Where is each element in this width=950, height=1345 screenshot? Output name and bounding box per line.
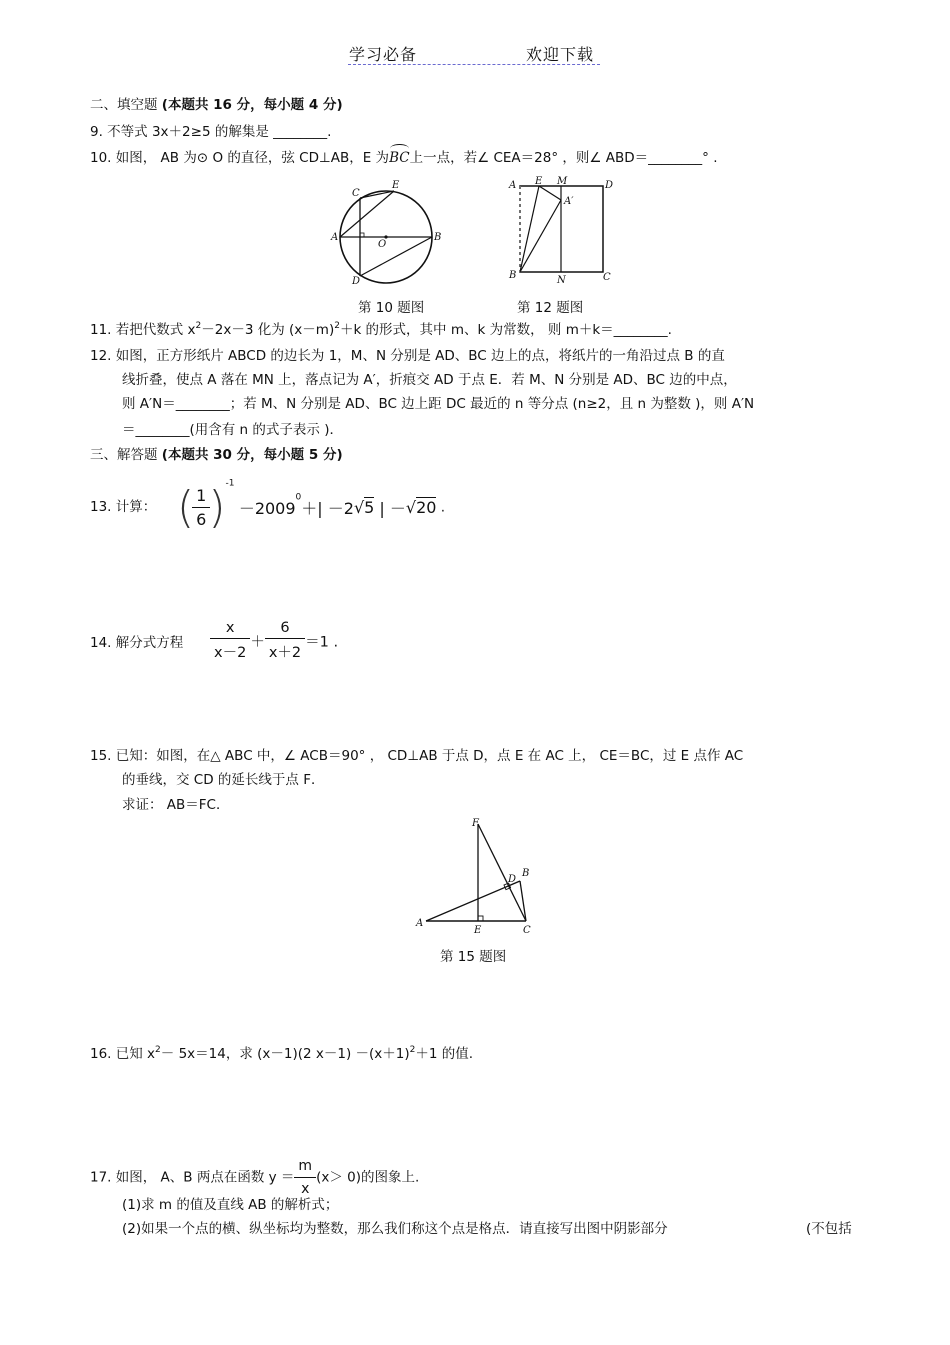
q11-exp1: 2 <box>195 321 202 331</box>
question-17-part-2: (2)如果一个点的横、纵坐标均为整数，那么我们称这个点是格点．请直接写出图中阴影部分 <box>122 1221 668 1237</box>
figure-10-caption: 第 10 题图 <box>358 300 425 316</box>
header-left: 学习必备 <box>349 45 418 64</box>
label-m: M <box>557 176 568 187</box>
label-e: E <box>392 180 400 191</box>
segment-ba-prime <box>520 200 561 272</box>
question-15-line-3: 求证： AB＝FC． <box>122 797 230 813</box>
label-n: N <box>557 275 566 286</box>
q13-numerator: 1 <box>192 486 210 508</box>
q17-numerator: m <box>294 1157 316 1178</box>
label-e: E <box>535 176 543 187</box>
question-17-part-1: (1)求 m 的值及直线 AB 的解析式； <box>122 1197 339 1213</box>
q13-term2: ＋| －2 <box>301 499 354 518</box>
header-right: 欢迎下载 <box>526 45 595 64</box>
q14-plus: ＋ <box>250 634 265 651</box>
question-11 <box>90 321 672 339</box>
question-12-line-1: 12. 如图，正方形纸片 ABCD 的边长为 1，M、N 分别是 AD、BC 边上的点，将纸片的一角沿过点 B 的直 <box>90 348 725 364</box>
question-9: 9. 不等式 3x＋2≥5 的解集是 ________. <box>90 124 332 140</box>
segment-ab <box>426 881 520 921</box>
q11-mid: －2x－3 化为 (x－m) <box>201 322 335 338</box>
question-12-line-3: 则 A′N＝________；若 M、N 分别是 AD、BC 边上距 DC 最近的 n 等分点 (n≥2，且 n 为整数 )，则 A′N <box>122 396 755 412</box>
q14-numerator1: x <box>210 620 250 639</box>
q16-exp2: 2 <box>409 1045 416 1055</box>
section3-detail: (本题共 30 分，每小题 5 分) <box>161 447 343 463</box>
section2-title: 二、填空题 <box>90 97 162 113</box>
q14-fraction2 <box>265 620 305 662</box>
figure-10-circle-diagram <box>330 176 445 288</box>
label-d: D <box>352 276 361 287</box>
q17-pre: 17. 如图， A、B 两点在函数 y ＝ <box>90 1169 295 1186</box>
q13-label: 13. 计算： <box>90 499 157 515</box>
question-12-line-2: 线折叠，使点 A 落在 MN 上，落点记为 A′，折痕交 AD 于点 E．若 M、N 分别是 AD、BC 边的中点， <box>122 372 737 388</box>
q17-fraction <box>294 1157 316 1198</box>
section3-heading <box>90 446 343 464</box>
q13-exponent: -1 <box>225 478 235 489</box>
question-17-part-2-continued: (不包括 <box>806 1221 852 1237</box>
label-a: A <box>416 918 424 929</box>
figure-12-square-diagram <box>505 176 615 286</box>
q13-paren-open: ( <box>177 482 195 533</box>
q16-post: ＋1 的值. <box>415 1046 474 1062</box>
figure-12-caption: 第 12 题图 <box>517 300 584 316</box>
label-a-prime: A′ <box>564 196 574 207</box>
label-b: B <box>434 232 442 243</box>
label-o: O <box>378 239 387 250</box>
q17-denominator: x <box>301 1181 310 1197</box>
q13-expression <box>177 478 446 533</box>
section3-title: 三、解答题 <box>90 447 162 463</box>
label-a: A <box>331 232 339 243</box>
q10-text-pre: 10. 如图， AB 为⊙ O 的直径，弦 CD⊥AB，E 为 <box>90 150 390 166</box>
label-e: E <box>474 925 482 936</box>
q11-exp2: 2 <box>334 321 340 331</box>
segment-bd <box>360 237 432 276</box>
q17-post: (x＞ 0)的图象上. <box>316 1169 420 1186</box>
q14-numerator2: 6 <box>265 620 305 639</box>
q13-term1: －2009 <box>238 499 296 518</box>
q14-fraction1 <box>210 620 250 662</box>
q11-post: ＋k 的形式，其中 m、k 为常数， 则 m＋k＝________. <box>339 322 672 338</box>
q13-sqrt1: √5 <box>353 498 375 517</box>
question-12-line-4: ＝________(用含有 n 的式子表示 )． <box>122 422 343 438</box>
q16-mid: － 5x＝14，求 (x－1)(2 x－1) －(x＋1) <box>160 1046 410 1062</box>
figure-15-caption: 第 15 题图 <box>440 949 507 965</box>
segment-fc <box>478 824 526 921</box>
label-f: F <box>472 818 479 829</box>
label-c: C <box>352 188 360 199</box>
label-b: B <box>509 270 517 281</box>
question-15-line-1: 15. 已知：如图，在△ ABC 中，∠ ACB＝90° ， CD⊥AB 于点 D，点 E 在 AC 上， CE＝BC，过 E 点作 AC <box>90 748 744 764</box>
right-angle-e <box>478 916 483 921</box>
segment-ae <box>340 191 394 237</box>
q14-label: 14. 解分式方程 <box>90 635 184 651</box>
q14-denominator1: x－2 <box>214 645 247 661</box>
question-10 <box>90 149 718 167</box>
label-d: D <box>508 874 517 885</box>
q13-denominator: 6 <box>196 510 207 529</box>
q13-sqrt2: √20 <box>405 498 437 517</box>
q16-pre: 16. 已知 x <box>90 1046 156 1062</box>
section2-detail: (本题共 16 分，每小题 4 分) <box>161 97 343 113</box>
label-c: C <box>523 925 531 936</box>
q11-pre: 11. 若把代数式 x <box>90 322 196 338</box>
question-17 <box>90 1157 419 1198</box>
q13-exp0: 0 <box>295 492 302 503</box>
figure-15-triangle-diagram <box>412 814 542 936</box>
q13-paren-close: ) <box>208 482 226 533</box>
section2-heading <box>90 96 343 114</box>
question-16 <box>90 1045 473 1063</box>
crease-be <box>520 186 539 272</box>
q10-arc-bc: BC <box>389 150 410 166</box>
header-underline <box>348 64 600 65</box>
segment-ea-prime <box>539 186 561 200</box>
q14-equation <box>210 620 338 662</box>
q10-text-post: 上一点，若∠ CEA＝28° ，则∠ ABD＝________° . <box>409 150 718 166</box>
label-a: A <box>509 180 517 191</box>
q13-radicand1: 5 <box>364 498 375 517</box>
q16-exp1: 2 <box>155 1045 161 1055</box>
label-c: C <box>603 272 611 283</box>
label-d: D <box>605 180 614 191</box>
q13-radicand2: 20 <box>416 498 437 517</box>
q14-equals: ＝1 . <box>305 634 339 651</box>
q13-term3: | － <box>374 499 406 518</box>
question-15-line-2: 的垂线，交 CD 的延长线于点 F． <box>122 772 325 788</box>
q13-period: . <box>436 499 446 516</box>
label-b: B <box>522 868 530 879</box>
q14-denominator2: x＋2 <box>268 645 302 661</box>
